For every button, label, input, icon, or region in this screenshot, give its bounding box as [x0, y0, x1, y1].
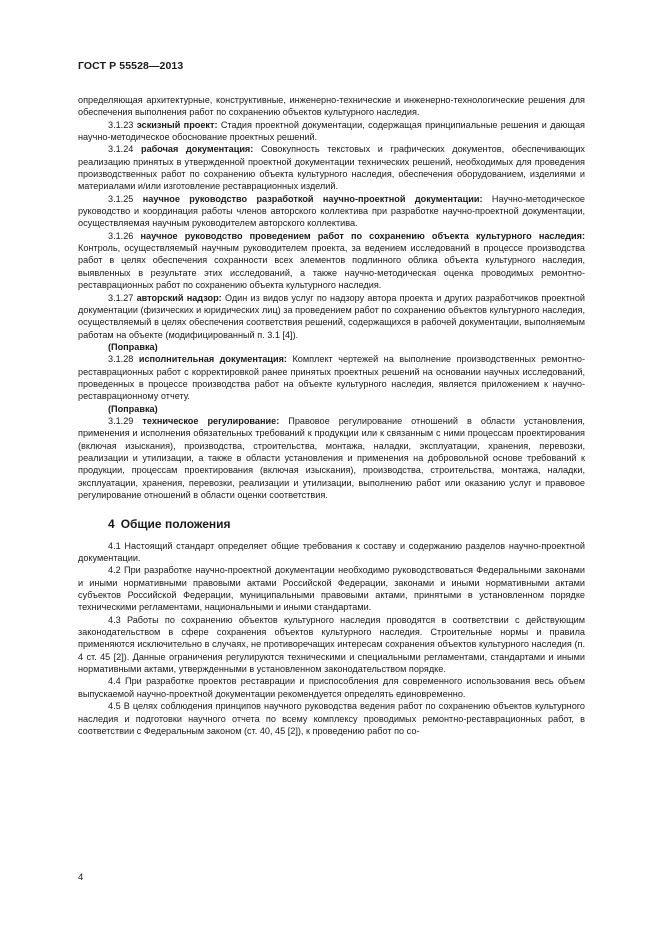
- section-title: Общие положения: [120, 517, 231, 532]
- definition-number: 3.1.23: [108, 119, 134, 130]
- definition-3-1-23: [78, 119, 585, 144]
- definition-text: Контроль, осуществляемый научным руководителем проекта, за ведением исследований в процессе производства работ в целях обеспечения сохранности всех элементов подлинного облика объекта культурного наследия, выявленных в результате этих исследований, а также научно-методическая оценка проводимых ремонтно-реставрационных работ по сохранению объекта культурного наследия.: [78, 243, 585, 291]
- definition-3-1-24: [78, 143, 585, 192]
- paragraph-4-3: 4.3 Работы по сохранению объектов культурного наследия проводятся в соответствии с действующим законодательством в сфере сохранения объектов культурного наследия. Строительные нормы и правила применяются исключительно в случаях, не противоречащих интересам сохранения объектов культурного наследия (п. 4 ст. 45 [2]). Данные ограничения регулируются техническими и специальными регламентами, стандартами и иными нормативными актами, утвержденными в установленном законодательством порядке.: [78, 614, 585, 675]
- definition-text: Научно-методическое руководство и координация работы членов авторского коллектива при разработке научно-проектной документации, осуществляемая научным руководителем авторского коллектива.: [78, 193, 585, 229]
- paragraph-4-2: 4.2 При разработке научно-проектной документации необходимо руководствоваться Федеральными законами и иными нормативными правовыми актами Российской Федерации, законами и иными нормативными актами субъектов Российской Федерации, муниципальными правовыми актами, принятыми в установленном порядке техническими регламентами, национальными и иными стандартами.: [78, 565, 585, 613]
- definition-term: техническое регулирование:: [142, 415, 280, 426]
- definition-text: Стадия проектной документации, содержащая принципиальные решения и дающая научно-методическое обоснование проектных решений.: [78, 119, 585, 143]
- amendment-note: (Поправка): [108, 403, 158, 414]
- definition-text: Комплект чертежей на выполнение производственных ремонтно-реставрационных работ с корректировкой ранее принятых проектных решений на основании научных исследований, проведенных в процессе производства работ на объекте культурного наследия, является приложением к научно-реставрационному отчету.: [78, 354, 585, 402]
- definition-text: Один из видов услуг по надзору автора проекта и других разработчиков проектной документации (физических и юридических лиц) за проведением работ по сохранению объектов культурного наследия, осуществляемый в целях обеспечения соответствия решений, содержащихся в рабочей документации, выполняемым работам на объекте (модифицированный п. 3.1 [4]).: [78, 292, 585, 340]
- definition-3-1-26: [78, 230, 585, 292]
- document-body: [78, 94, 585, 737]
- definition-term: научное руководство разработкой научно-проектной документации:: [142, 193, 483, 204]
- amendment-note: (Поправка): [108, 341, 158, 352]
- definition-number: 3.1.27: [108, 292, 134, 303]
- intro-paragraph: определяющая архитектурные, конструктивные, инженерно-технические и инженерно-технологические решения для обеспечения выполнения работ по сохранению объектов культурного наследия.: [78, 95, 585, 118]
- definition-term: эскизный проект:: [136, 119, 218, 130]
- section-heading: [78, 518, 585, 530]
- paragraph-4-4: 4.4 При разработке проектов реставрации и приспособления для современного использования весь объем выпускаемой научно-проектной документации рекомендуется определять единовременно.: [78, 676, 585, 699]
- definition-term: научное руководство проведением работ по сохранению объекта культурного наследия:: [140, 230, 585, 241]
- definition-term: исполнительная документация:: [138, 354, 287, 365]
- definition-text: Совокупность текстовых и графических документов, обеспечивающих реализацию принятых в утвержденной проектной документации технических решений, необходимых для проведения производственных работ по сохранению объекта культурного наследия, обеспечения оборудованием, изделиями и материалами и/или изготовление реставрационных изделий.: [78, 144, 585, 192]
- definition-number: 3.1.29: [108, 415, 134, 426]
- definition-number: 3.1.25: [108, 193, 134, 204]
- section-number: 4: [108, 517, 115, 532]
- definition-number: 3.1.28: [108, 354, 134, 365]
- paragraph-4-5: 4.5 В целях соблюдения принципов научного руководства ведения работ по сохранению объектов культурного наследия и подготовки научного отчета по всему комплексу проводимых ремонтно-реставрационных работ, в соответствии с Федеральным законом (ст. 40, 45 [2]), к проведению работ по со-: [78, 701, 585, 736]
- definition-3-1-29: [78, 415, 585, 501]
- definition-number: 3.1.24: [108, 144, 134, 155]
- definition-text: Правовое регулирование отношений в области установления, применения и исполнения обязательных требований к продукции или к связанным с ними процессам проектирования (включая изыскания), производства, строительства, монтажа, наладки, эксплуатации, хранения, перевозки, реализации и утилизации, а также в области установления и применения на добровольной основе требований к продукции, процессам проектирования (включая изыскания), производства, строительства, монтажа, наладки, эксплуатации, хранения, перевозки, реализации и утилизации, выполнению работ или оказанию услуг и правовое регулирование отношений в области оценки соответствия.: [78, 415, 585, 500]
- paragraph-4-1: 4.1 Настоящий стандарт определяет общие требования к составу и содержанию разделов научно-проектной документации.: [78, 540, 585, 564]
- definition-term: рабочая документация:: [141, 144, 254, 155]
- definition-3-1-25: [78, 193, 585, 230]
- definition-term: авторский надзор:: [136, 292, 222, 303]
- definition-3-1-28: [78, 353, 585, 415]
- definition-3-1-27: [78, 292, 585, 354]
- definition-number: 3.1.26: [108, 230, 134, 241]
- document-header: ГОСТ Р 55528—2013: [78, 60, 184, 72]
- page-number: 4: [78, 872, 84, 883]
